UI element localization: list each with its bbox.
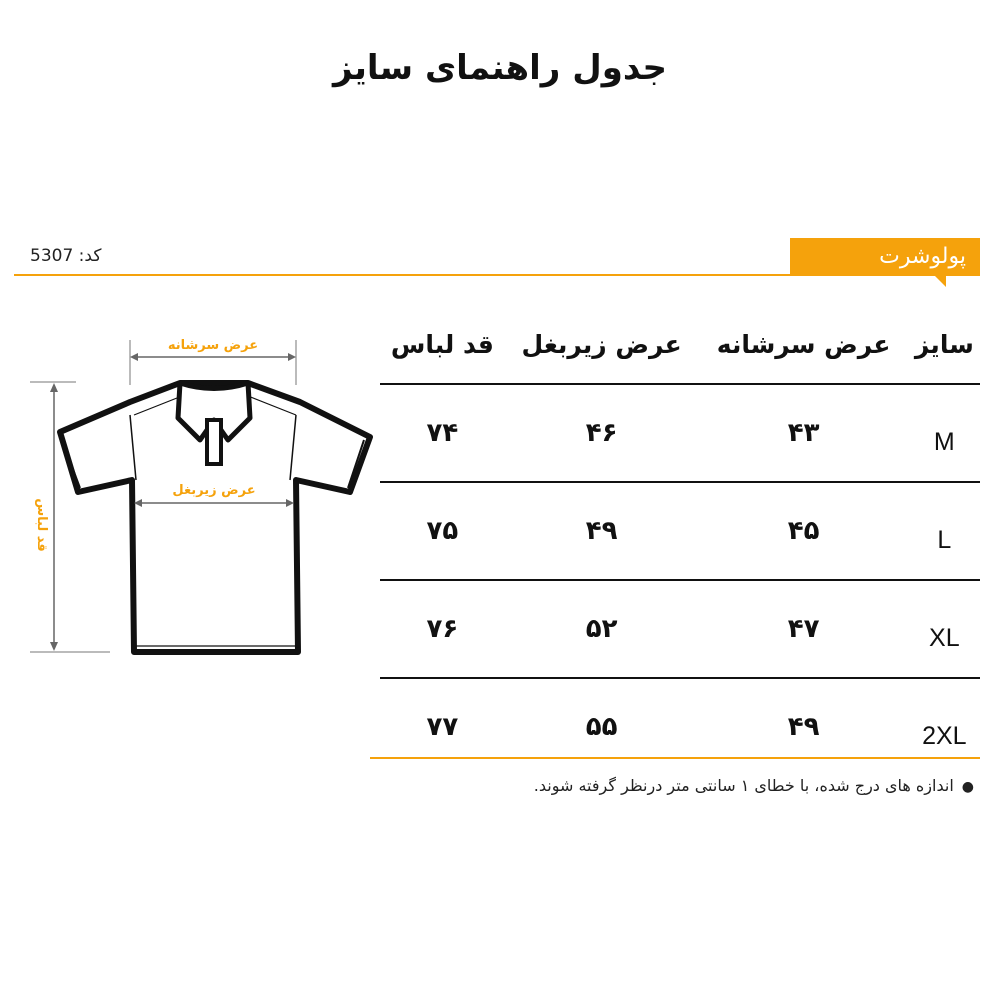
arrow-head-icon	[50, 383, 58, 392]
sleeve-seam-right	[290, 415, 296, 480]
size-value: XL	[909, 580, 980, 678]
header-size: سایز	[909, 305, 980, 384]
sleeve-seam-left	[130, 415, 136, 480]
bullet-icon: ●	[961, 779, 974, 795]
header-length: قد لباس	[380, 305, 505, 384]
table-row	[380, 580, 980, 678]
chest-value: ۵۲	[505, 580, 699, 678]
polo-shirt-diagram	[20, 320, 380, 670]
category-tab	[790, 238, 980, 275]
arrow-head-icon	[288, 353, 296, 361]
category-label: پولوشرت	[879, 244, 966, 269]
length-value: ۷۷	[426, 712, 459, 742]
size-value: L	[909, 482, 980, 580]
table-header-row	[380, 305, 980, 384]
chest-value: ۵۵	[585, 712, 618, 742]
header-shoulder-width: عرض سرشانه	[699, 305, 909, 384]
length-value: ۷۶	[380, 580, 505, 678]
chest-value: ۴۹	[505, 482, 699, 580]
sleeve-cuff-left	[62, 440, 80, 488]
size-value: M	[909, 384, 980, 482]
chest-value: ۴۶	[505, 384, 699, 482]
arrow-head-icon	[50, 642, 58, 651]
table-row	[380, 678, 980, 775]
shoulder-value: ۴۳	[699, 384, 909, 482]
page-title: جدول راهنمای سایز	[333, 48, 667, 88]
chest-label: عرض زیربغل	[172, 483, 256, 498]
note-text: اندازه های درج شده، با خطای ۱ سانتی متر درنظر گرفته شوند.	[533, 776, 954, 795]
zipper-placket	[207, 420, 221, 464]
table-row	[380, 482, 980, 580]
arrow-head-icon	[286, 499, 294, 507]
product-code: کد: 5307	[30, 246, 102, 266]
shoulder-label: عرض سرشانه	[167, 338, 259, 353]
header-chest-width: عرض زیربغل	[505, 305, 699, 384]
measurement-note	[534, 776, 974, 795]
arrow-head-icon	[130, 353, 138, 361]
shoulder-value: ۴۵	[699, 482, 909, 580]
category-tab-notch	[934, 275, 946, 287]
length-value: ۷۵	[380, 482, 505, 580]
length-label: قد لباس	[34, 498, 49, 552]
size-table	[380, 305, 980, 775]
table-bottom-divider	[370, 757, 980, 759]
size-value: 2XL	[922, 721, 967, 750]
shoulder-value: ۴۹	[787, 712, 820, 742]
shoulder-value: ۴۷	[699, 580, 909, 678]
table-row	[380, 384, 980, 482]
length-value: ۷۴	[380, 384, 505, 482]
